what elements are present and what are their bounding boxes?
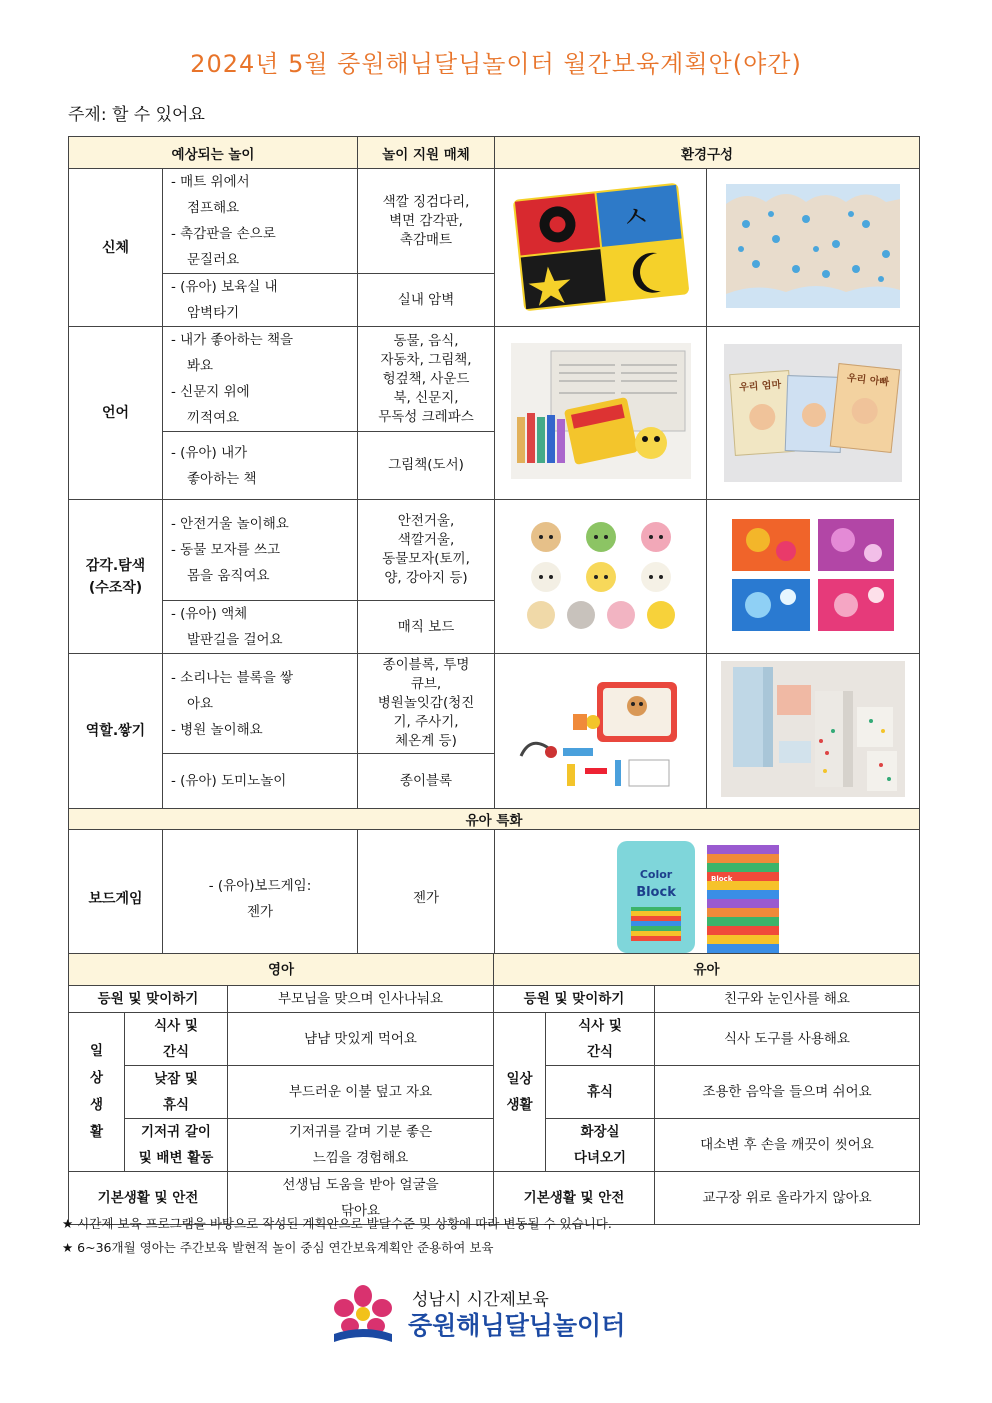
play-line: - 내가 좋아하는 책을 <box>171 332 294 348</box>
footnote: ★ 시간제 보육 프로그램을 바탕으로 작성된 계획안으로 발달수준 및 상황에 따라 변동될 수 있습니다. <box>62 1216 612 1231</box>
media-cell <box>358 654 495 754</box>
infant-meal-label <box>125 1013 228 1066</box>
infant-nap-text: 부드러운 이불 덮고 자요 <box>228 1066 494 1119</box>
play-cell <box>163 327 358 432</box>
play-line: 문질러요 <box>187 252 240 268</box>
media-line: 실내 암벽 <box>397 291 455 308</box>
play-line: - 매트 위에서 <box>171 174 250 190</box>
toddler-arrival-text: 친구와 눈인사를 해요 <box>655 986 920 1013</box>
play-line: - 촉감판을 손으로 <box>171 226 276 242</box>
toddler-toilet-label <box>546 1119 655 1172</box>
text-line: 선생님 도움을 받아 얼굴을 <box>282 1177 439 1193</box>
footer-logo <box>0 1280 992 1350</box>
infant-arrival-text: 부모님을 맞으며 인사나눠요 <box>228 986 494 1013</box>
text-line: 기저귀를 갈며 기분 좋은 <box>288 1124 433 1140</box>
play-line: - 병원 놀이해요 <box>171 721 263 738</box>
paper-blocks-image <box>707 654 920 809</box>
media-line: 그림책(도서) <box>388 457 464 473</box>
page-title: 2024년 5월 중원해님달님놀이터 월간보육계획안(야간) <box>190 50 802 78</box>
play-cell <box>163 169 358 274</box>
media-cell <box>358 432 495 500</box>
text-line: 느낌을 경험해요 <box>312 1150 409 1166</box>
header-play: 예상되는 놀이 <box>69 137 358 169</box>
area-name-sub: (수조작) <box>88 579 143 596</box>
toddler-safety-text: 교구장 위로 올라가지 않아요 <box>655 1172 920 1225</box>
media-cell <box>358 327 495 432</box>
play-cell <box>163 754 358 809</box>
play-line: 암벽타기 <box>187 305 240 321</box>
play-cell <box>163 500 358 601</box>
label-line: 기저귀 갈이 <box>141 1124 211 1140</box>
media-line: 촉감매트 <box>399 231 453 248</box>
label-line: 화장실 <box>580 1124 620 1140</box>
play-line: - (유아)보드게임: <box>208 877 312 894</box>
media-line: 동물모자(토끼, <box>382 551 470 567</box>
play-line: 몸을 움직여요 <box>187 568 270 584</box>
play-line: - (유아) 내가 <box>171 444 248 461</box>
daily-routine-table <box>68 953 920 1225</box>
media-line: 북, 신문지, <box>393 389 459 406</box>
label-line: 식사 및 <box>578 1018 622 1034</box>
area-board-game: 보드게임 <box>69 830 163 968</box>
picture-books-image <box>707 327 920 500</box>
media-line: 종이블록, 투명 <box>382 657 470 673</box>
infant-safety-label: 기본생활 및 안전 <box>69 1172 228 1225</box>
media-line: 동물, 음식, <box>393 332 459 349</box>
special-header: 유아 특화 <box>69 809 920 830</box>
media-line: 양, 강아지 등) <box>384 570 468 586</box>
label-line: 일상 <box>506 1071 533 1087</box>
svg-text:ㅅ: ㅅ <box>618 198 652 237</box>
media-line: 헝겊책, 사운드 <box>382 370 470 387</box>
media-line: 병원놀잇감(청진 <box>377 695 475 711</box>
toddler-header: 유아 <box>494 954 920 986</box>
jenga-block-label: Block <box>711 874 733 883</box>
text-line: 닦아요 <box>340 1203 381 1219</box>
play-line: - 신문지 위에 <box>171 384 250 400</box>
media-line: 자동차, 그림책, <box>380 351 472 368</box>
jenga-image <box>495 830 920 968</box>
toddler-daily-label <box>494 1013 546 1172</box>
media-cell: 젠가 <box>358 830 495 968</box>
play-cell <box>163 274 358 327</box>
book-title: 우리 엄마 <box>738 379 782 394</box>
media-line: 체온계 등) <box>395 733 457 749</box>
play-line: 젠가 <box>246 903 274 920</box>
media-line: 큐브, <box>410 676 442 692</box>
play-line: - 안전거울 놀이해요 <box>171 516 289 532</box>
label-char: 상 <box>89 1070 104 1086</box>
jenga-box-label: Block <box>636 884 676 900</box>
label-line: 다녀오기 <box>573 1150 627 1166</box>
label-line: 및 배변 활동 <box>138 1150 214 1166</box>
infant-arrival-label: 등원 및 맞이하기 <box>69 986 228 1013</box>
area-sensory <box>69 500 163 654</box>
footer-line1: 성남시 시간제보육 <box>412 1290 549 1310</box>
area-language: 언어 <box>69 327 163 500</box>
toddler-arrival-label: 등원 및 맞이하기 <box>494 986 655 1013</box>
label-line: 간식 <box>586 1044 614 1060</box>
book-title: 우리 아빠 <box>846 372 890 389</box>
label-line: 낮잠 및 <box>154 1071 198 1087</box>
play-cell <box>163 830 358 968</box>
infant-daily-label <box>69 1013 125 1172</box>
play-line: - (유아) 액체 <box>171 606 248 622</box>
media-line: 무독성 크레파스 <box>378 408 474 425</box>
animal-hats-image <box>495 500 707 654</box>
newspaper-crayon-image <box>495 327 707 500</box>
area-physical: 신체 <box>69 169 163 327</box>
infant-diaper-label <box>125 1119 228 1172</box>
play-cell <box>163 601 358 654</box>
media-line: 색깔거울, <box>397 532 455 548</box>
play-line: 점프해요 <box>187 200 240 216</box>
jenga-box-label: Color <box>639 867 673 881</box>
footnotes <box>62 1212 612 1260</box>
seongnam-emblem-icon <box>330 1284 396 1346</box>
play-cell <box>163 654 358 754</box>
infant-meal-text: 냠냠 맛있게 먹어요 <box>228 1013 494 1066</box>
footnote: ★ 6~36개월 영아는 주간보육 발현적 놀이 중심 연간보육계획안 준용하여 보육 <box>62 1240 494 1255</box>
sensory-mat-image <box>495 169 707 327</box>
play-line: - (유아) 보육실 내 <box>171 279 278 295</box>
media-cell <box>358 500 495 601</box>
play-line: 좋아하는 책 <box>187 470 257 487</box>
toddler-meal-label <box>546 1013 655 1066</box>
media-cell <box>358 601 495 654</box>
play-cell <box>163 432 358 500</box>
media-line: 벽면 감각판, <box>389 212 463 229</box>
label-line: 휴식 <box>162 1097 190 1113</box>
area-role-blocks: 역할.쌓기 <box>69 654 163 809</box>
infant-header: 영아 <box>69 954 494 986</box>
media-line: 기, 주사기, <box>393 714 459 730</box>
media-line: 색깔 징검다리, <box>382 193 470 210</box>
toddler-rest-label: 휴식 <box>546 1066 655 1119</box>
doctor-kit-image <box>495 654 707 809</box>
label-line: 간식 <box>162 1044 190 1060</box>
header-environment: 환경구성 <box>495 137 920 169</box>
label-char: 일 <box>89 1043 104 1059</box>
liquid-boards-image <box>707 500 920 654</box>
infant-nap-label <box>125 1066 228 1119</box>
activity-plan-table <box>68 136 920 968</box>
label-char: 생 <box>89 1097 104 1113</box>
play-line: - 소리나는 블록을 쌓 <box>171 669 294 686</box>
toddler-toilet-text: 대소변 후 손을 깨끗이 씻어요 <box>655 1119 920 1172</box>
toddler-safety-label: 기본생활 및 안전 <box>494 1172 655 1225</box>
media-line: 매직 보드 <box>397 618 455 635</box>
toddler-meal-text: 식사 도구를 사용해요 <box>655 1013 920 1066</box>
play-line: - (유아) 도미노놀이 <box>171 773 287 789</box>
play-line: 봐요 <box>187 358 214 374</box>
play-line: 발판길을 걸어요 <box>187 632 283 648</box>
media-cell <box>358 169 495 274</box>
footer-line2: 중원해님달님놀이터 <box>408 1311 626 1340</box>
label-char: 활 <box>89 1124 104 1140</box>
media-cell <box>358 754 495 809</box>
media-line: 안전거울, <box>397 513 455 529</box>
media-line: 종이블록 <box>399 772 453 789</box>
header-media: 놀이 지원 매체 <box>358 137 495 169</box>
toddler-rest-text: 조용한 음악을 들으며 쉬어요 <box>655 1066 920 1119</box>
play-line: 끼적여요 <box>187 410 240 426</box>
media-cell <box>358 274 495 327</box>
play-line: - 동물 모자를 쓰고 <box>171 542 281 558</box>
label-line: 식사 및 <box>154 1018 198 1034</box>
plan-subject: 주제: 할 수 있어요 <box>68 105 205 125</box>
play-line: 아요 <box>187 695 214 712</box>
climbing-wall-image <box>707 169 920 327</box>
label-line: 생활 <box>506 1097 533 1113</box>
infant-diaper-text <box>228 1119 494 1172</box>
area-name: 감각.탐색 <box>85 557 146 574</box>
